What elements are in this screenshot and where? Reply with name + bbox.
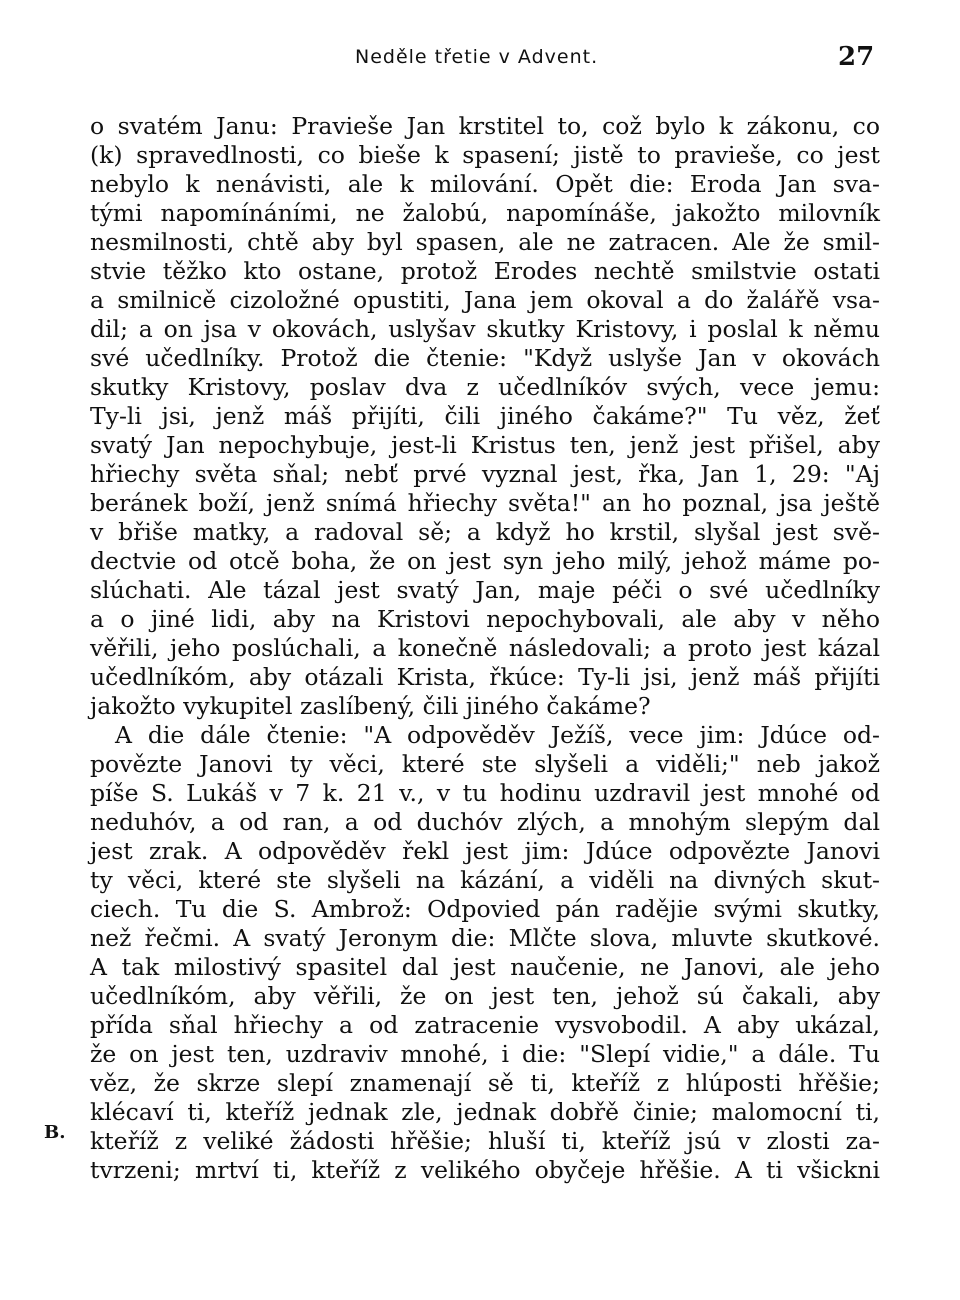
body-text (90, 112, 880, 1185)
text-line: povězte Janovi ty věci, které ste slyšeli a viděli;" neb jakož (90, 750, 880, 778)
text-line: tvrzeni; mrtví ti, kteříž z velikého obyčeje hřěšie. A ti všickni (90, 1156, 880, 1184)
text-line: dil; a on jsa v okovách, uslyšav skutky Kristovy, i poslal k němu (90, 315, 880, 343)
text-line: hřiechy světa sňal; nebť prvé vyznal jest, řka, Jan 1, 29: "Aj (90, 460, 880, 488)
text-line: věz, že skrze slepí znamenají sě ti, kteříž z hlúposti hřěšie; (90, 1069, 880, 1097)
text-line: (k) spravedlnosti, co bieše k spasení; jistě to pravieše, co jest (90, 141, 880, 169)
text-line: beránek boží, jenž snímá hřiechy světa!" an ho poznal, jsa ještě (90, 489, 880, 517)
margin-note: B. (44, 1122, 66, 1143)
text-line: kteříž z veliké žádosti hřěšie; hluší ti, kteříž jsú v zlosti za- (90, 1127, 880, 1155)
running-title: Neděle třetie v Advent. (355, 46, 599, 68)
text-line: dectvie od otcě boha, že on jest syn jeho milý, jehož máme po- (90, 547, 880, 575)
text-line: Ty-li jsi, jenž máš přijíti, čili jiného čakáme?" Tu věz, žeť (90, 402, 880, 430)
text-line: jest zrak. A odpověděv řekl jest jim: Jdúce odpovězte Janovi (90, 837, 880, 865)
text-line: přída sňal hřiechy a od zatracenie vysvobodil. A aby ukázal, (90, 1011, 880, 1039)
text-line: učedlníkóm, aby otázali Krista, řkúce: Ty-li jsi, jenž máš přijíti (90, 663, 880, 691)
text-line: neduhóv, a od ran, a od duchóv zlých, a mnohým slepým dal (90, 808, 880, 836)
text-line: píše S. Lukáš v 7 k. 21 v., v tu hodinu uzdravil jest mnohé od (90, 779, 880, 807)
text-line: a o jiné lidi, aby na Kristovi nepochybovali, ale aby v něho (90, 605, 880, 633)
text-line: a smilnicě cizoložné opustiti, Jana jem okoval a do žalářě vsa- (90, 286, 880, 314)
text-line: A tak milostivý spasitel dal jest naučenie, ne Janovi, ale jeho (90, 953, 880, 981)
text-line: že on jest ten, uzdraviv mnohé, i die: "Slepí vidie," a dále. Tu (90, 1040, 880, 1068)
text-line: stvie těžko kto ostane, protož Erodes nechtě smilstvie ostati (90, 257, 880, 285)
text-line: o svatém Janu: Pravieše Jan krstitel to, což bylo k zákonu, co (90, 112, 880, 140)
text-line: učedlníkóm, aby věřili, že on jest ten, jehož sú čakali, aby (90, 982, 880, 1010)
text-line: ciech. Tu die S. Ambrož: Odpovied pán radějie svými skutky, (90, 895, 880, 923)
text-line: slúchati. Ale tázal jest svatý Jan, maje péči o své učedlníky (90, 576, 880, 604)
text-line: věřili, jeho poslúchali, a konečně následovali; a proto jest kázal (90, 634, 880, 662)
text-line: v břiše matky, a radoval sě; a když ho krstil, slyšal jest svě- (90, 518, 880, 546)
page-number: 27 (838, 42, 875, 72)
text-line: své učedlníky. Protož die čtenie: "Když uslyše Jan v okovách (90, 344, 880, 372)
text-line: klécaví ti, kteříž jednak zle, jednak dobřě činie; malomocní ti, (90, 1098, 880, 1126)
text-line: nesmilnosti, chtě aby byl spasen, ale ne zatracen. Ale že smil- (90, 228, 880, 256)
text-line: skutky Kristovy, poslav dva z učedlníkóv svých, vece jemu: (90, 373, 880, 401)
text-line: ty věci, které ste slyšeli na kázání, a viděli na divných skut- (90, 866, 880, 894)
text-line: tými napomínáními, ne žalobú, napomínáše, jakožto milovník (90, 199, 880, 227)
paragraph-start-line: A die dále čtenie: "A odpověděv Ježíš, vece jim: Jdúce od- (115, 721, 880, 749)
text-line: než řečmi. A svatý Jeronym die: Mlčte slova, mluvte skutkové. (90, 924, 880, 952)
text-line: svatý Jan nepochybuje, jest-li Kristus ten, jenž jest přišel, aby (90, 431, 880, 459)
text-line: nebylo k nenávisti, ale k milování. Opět die: Eroda Jan sva- (90, 170, 880, 198)
paragraph-end-line: jakožto vykupitel zaslíbený, čili jiného čakáme? (90, 692, 651, 720)
